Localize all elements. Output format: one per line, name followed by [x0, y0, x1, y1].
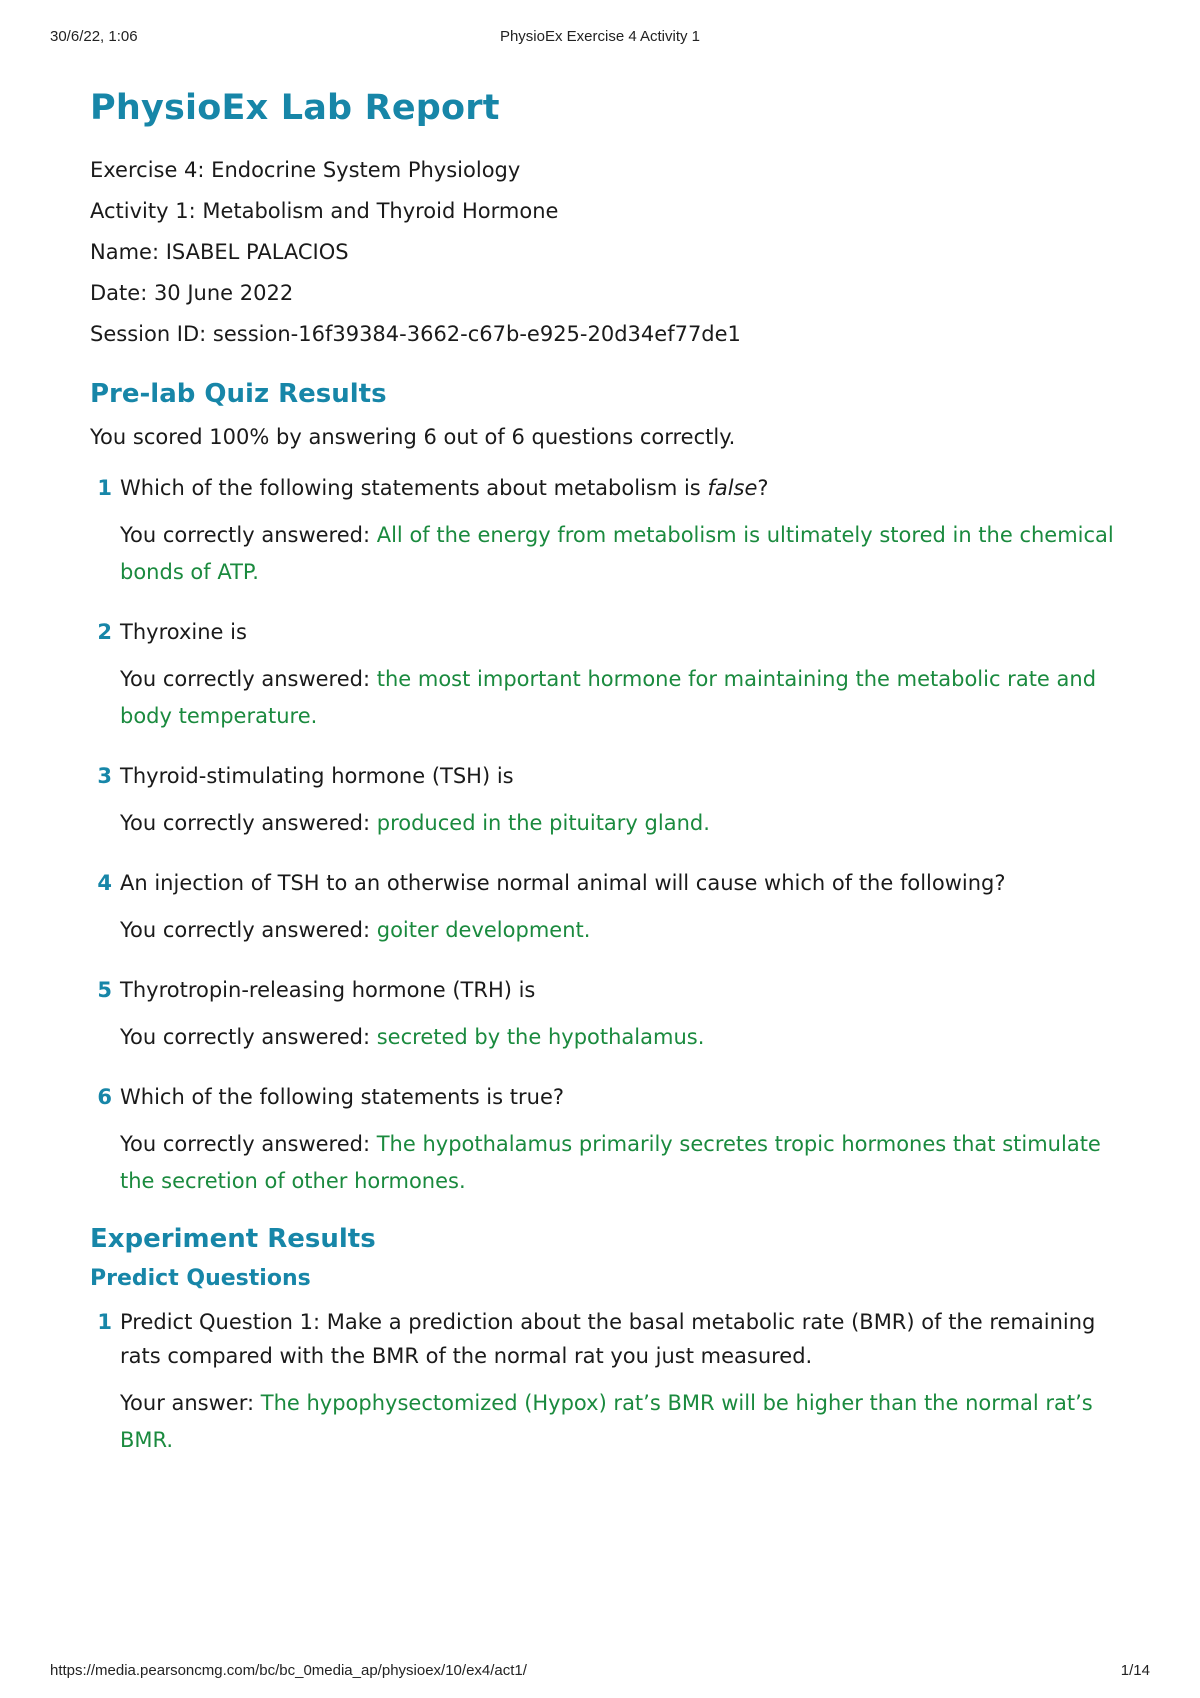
predict-question — [90, 1305, 1130, 1373]
prelab-answer — [120, 1019, 1130, 1056]
question-number: 1 — [97, 476, 112, 500]
question-number: 5 — [97, 978, 112, 1002]
answer-prefix: You correctly answered: — [120, 811, 377, 835]
print-page-title: PhysioEx Exercise 4 Activity 1 — [499, 28, 701, 45]
prelab-answer — [120, 912, 1130, 949]
answer-prefix: You correctly answered: — [120, 918, 377, 942]
question-number: 1 — [97, 1310, 112, 1334]
prelab-heading: Pre-lab Quiz Results — [90, 379, 387, 409]
prelab-question — [90, 615, 1130, 649]
print-page-number: 1/14 — [1120, 1662, 1150, 1679]
question-text: Predict Question 1: Make a prediction about the basal metabolic rate (BMR) of the remaining rats compared with the BMR of the normal rat you just measured. — [120, 1310, 1096, 1368]
predict-answer — [120, 1385, 1130, 1459]
report-date: Date: 30 June 2022 — [90, 281, 294, 305]
question-text: Thyroxine is — [120, 620, 247, 644]
answer-prefix: You correctly answered: — [120, 1132, 377, 1156]
activity-line: Activity 1: Metabolism and Thyroid Hormone — [90, 199, 559, 223]
prelab-answer — [120, 805, 1130, 842]
question-text: Which of the following statements is true? — [120, 1085, 565, 1109]
question-text: Thyroid-stimulating hormone (TSH) is — [120, 764, 514, 788]
report-content — [90, 88, 1130, 1475]
report-title: PhysioEx Lab Report — [90, 88, 500, 128]
question-number: 2 — [97, 620, 112, 644]
prelab-answer — [120, 1126, 1130, 1200]
prelab-score: You scored 100% by answering 6 out of 6 questions correctly. — [90, 425, 736, 449]
correct-answer: The hypothalamus primarily secretes tropic hormones that stimulate the secretion of other hormones. — [120, 1132, 1101, 1193]
prelab-question — [90, 973, 1130, 1007]
prelab-question — [90, 1080, 1130, 1114]
answer-prefix: You correctly answered: — [120, 523, 377, 547]
answer-prefix: Your answer: — [120, 1391, 261, 1415]
experiment-heading: Experiment Results — [90, 1224, 376, 1254]
question-number: 3 — [97, 764, 112, 788]
prelab-question — [90, 759, 1130, 793]
student-name: Name: ISABEL PALACIOS — [90, 240, 349, 264]
question-number: 4 — [97, 871, 112, 895]
your-answer: The hypophysectomized (Hypox) rat’s BMR will be higher than the normal rat’s BMR. — [120, 1391, 1093, 1452]
question-text: An injection of TSH to an otherwise normal animal will cause which of the following? — [120, 871, 1006, 895]
prelab-answer — [120, 661, 1130, 735]
question-number: 6 — [97, 1085, 112, 1109]
correct-answer: secreted by the hypothalamus. — [376, 1025, 705, 1049]
prelab-question — [90, 471, 1130, 505]
print-datetime: 30/6/22, 1:06 — [50, 28, 138, 45]
predict-questions-heading: Predict Questions — [90, 1266, 311, 1291]
print-url: https://media.pearsoncmg.com/bc/bc_0media_ap/physioex/10/ex4/act1/ — [50, 1662, 527, 1679]
prelab-question — [90, 866, 1130, 900]
correct-answer: produced in the pituitary gland. — [376, 811, 710, 835]
question-text: Which of the following statements about metabolism is false? — [120, 476, 769, 500]
exercise-line: Exercise 4: Endocrine System Physiology — [90, 158, 521, 182]
session-id: Session ID: session-16f39384-3662-c67b-e925-20d34ef77de1 — [90, 322, 741, 346]
prelab-answer — [120, 517, 1130, 591]
answer-prefix: You correctly answered: — [120, 1025, 377, 1049]
answer-prefix: You correctly answered: — [120, 667, 377, 691]
correct-answer: All of the energy from metabolism is ultimately stored in the chemical bonds of ATP. — [120, 523, 1114, 584]
correct-answer: the most important hormone for maintaining the metabolic rate and body temperature. — [120, 667, 1097, 728]
correct-answer: goiter development. — [376, 918, 591, 942]
question-text: Thyrotropin-releasing hormone (TRH) is — [120, 978, 536, 1002]
